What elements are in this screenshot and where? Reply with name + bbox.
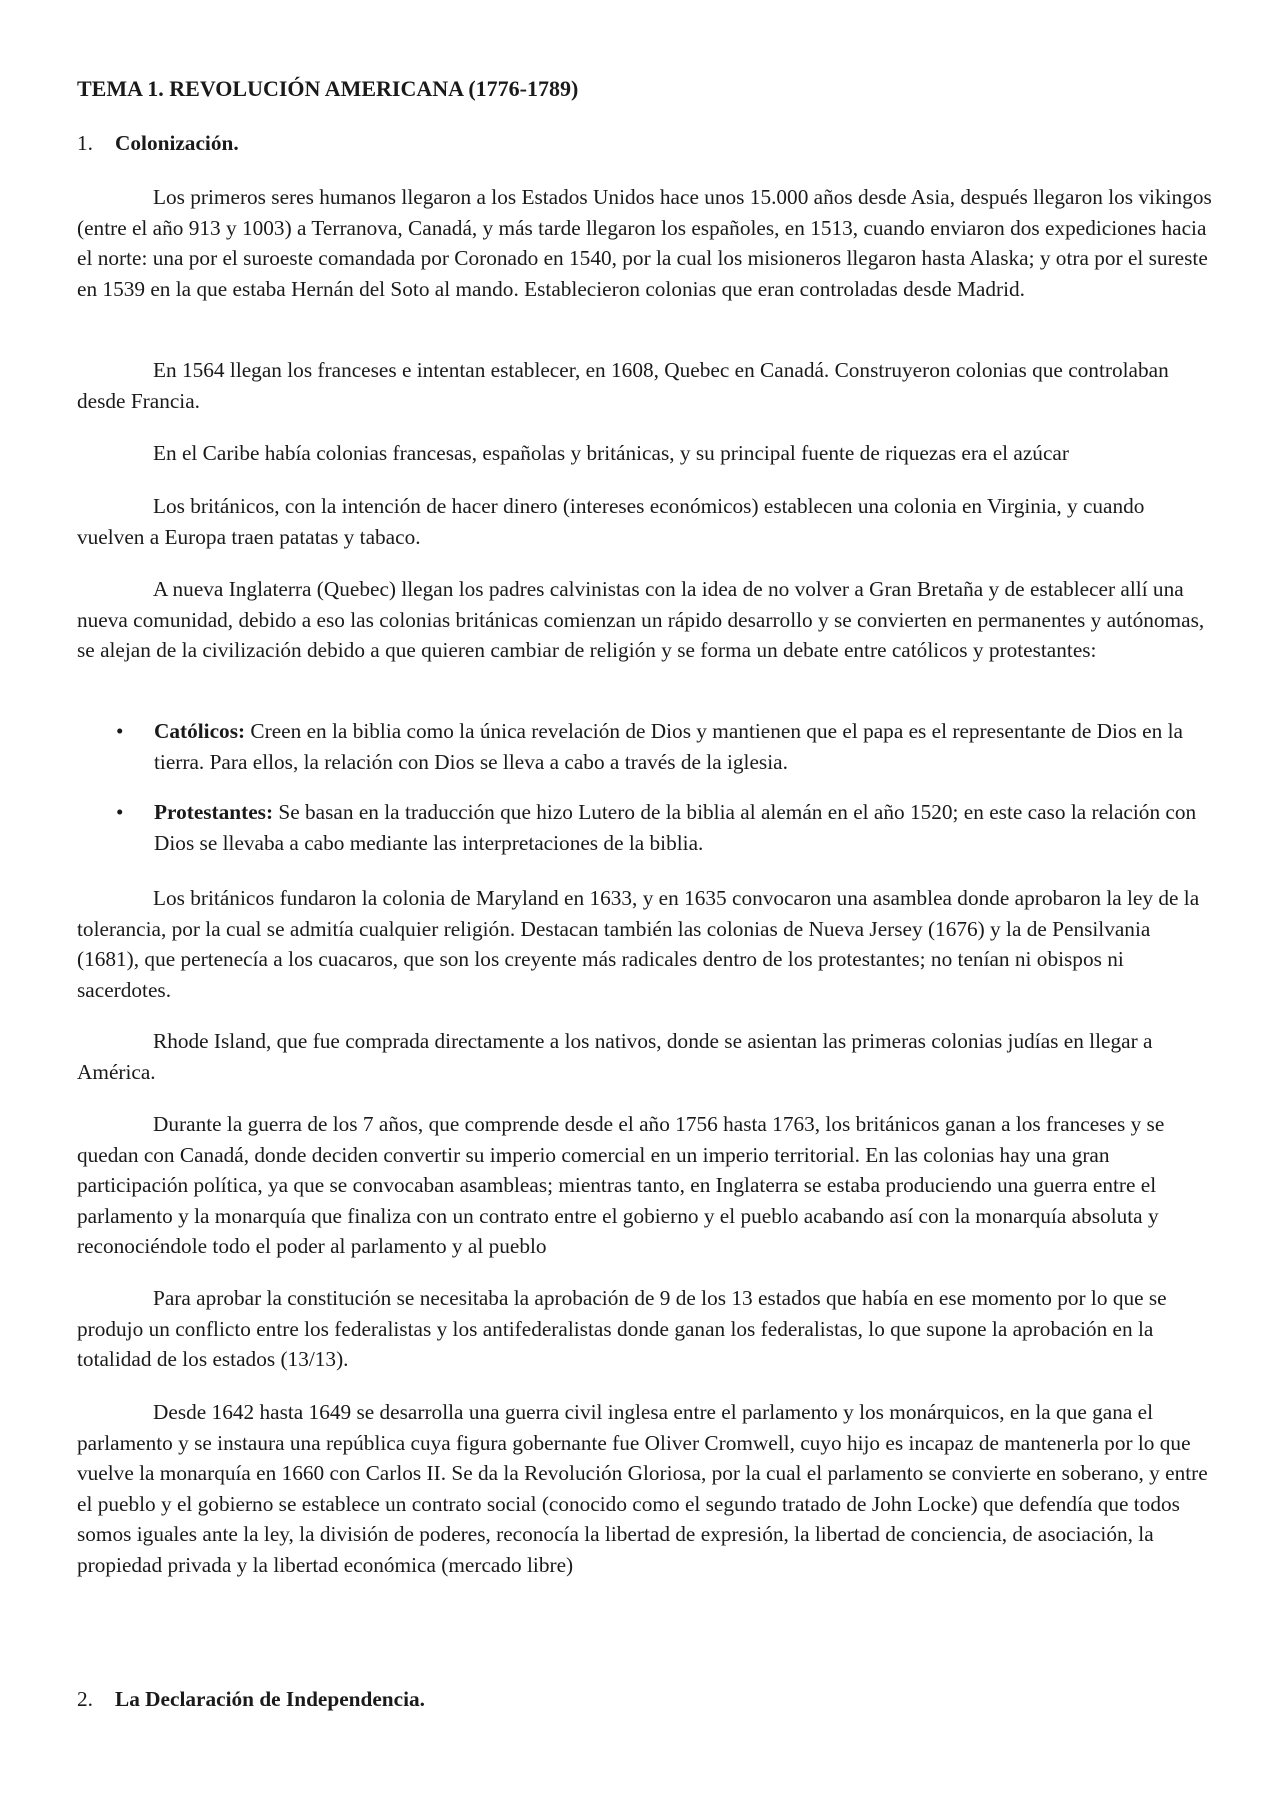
section-heading-declaracion	[77, 1684, 425, 1715]
list-item	[116, 716, 1212, 777]
paragraph: En el Caribe había colonias francesas, españolas y británicas, y su principal fuente de riquezas era el azúcar	[153, 441, 1069, 465]
bullet-text: Creen en la biblia como la única revelación de Dios y mantienen que el papa es el representante de Dios en la tierra. Para ellos, la relación con Dios se lleva a cabo a través de la iglesia.	[154, 719, 1183, 774]
document-title: TEMA 1. REVOLUCIÓN AMERICANA (1776-1789)	[77, 76, 579, 101]
paragraph: Los británicos, con la intención de hacer dinero (intereses económicos) establecen una colonia en Virginia, y cuando vuelven a Europa traen patatas y tabaco.	[77, 494, 1145, 549]
bullet-term: Protestantes:	[154, 800, 274, 824]
section-title: Colonización.	[115, 131, 239, 155]
section-number: 1.	[77, 131, 93, 155]
paragraph: Los británicos fundaron la colonia de Maryland en 1633, y en 1635 convocaron una asamblea donde aprobaron la ley de la tolerancia, por la cual se admitía cualquier religión. Destacan también las colonias de Nueva Jersey (1676) y la de Pensilvania (1681), que pertenecía a los cuacaros, que son los creyente más radicales dentro de los protestantes; no tenían ni obispos ni sacerdotes.	[77, 886, 1200, 1002]
paragraph: Durante la guerra de los 7 años, que comprende desde el año 1756 hasta 1763, los británicos ganan a los franceses y se quedan con Canadá, donde deciden convertir su imperio comercial en un imperio territorial. En las colonias hay una gran participación política, ya que se convocaban asambleas; mientras tanto, en Inglaterra se estaba produciendo una guerra entre el parlamento y la monarquía que finaliza con un contrato entre el gobierno y el pueblo acabando así con la monarquía absoluta y reconociéndole todo el poder al parlamento y al pueblo	[77, 1112, 1165, 1258]
section-number: 2.	[77, 1687, 93, 1711]
section-heading-colonizacion	[77, 128, 239, 159]
paragraph: En 1564 llegan los franceses e intentan establecer, en 1608, Quebec en Canadá. Construyeron colonias que controlaban desde Francia.	[77, 358, 1169, 413]
bullet-text: Se basan en la traducción que hizo Lutero de la biblia al alemán en el año 1520; en este caso la relación con Dios se llevaba a cabo mediante las interpretaciones de la biblia.	[154, 800, 1197, 855]
paragraph: Rhode Island, que fue comprada directamente a los nativos, donde se asientan las primeras colonias judías en llegar a América.	[77, 1029, 1153, 1084]
paragraph: Para aprobar la constitución se necesitaba la aprobación de 9 de los 13 estados que había en ese momento por lo que se produjo un conflicto entre los federalistas y los antifederalistas donde ganan los federalistas, lo que supone la aprobación en la totalidad de los estados (13/13).	[77, 1286, 1167, 1371]
bullet-marker: •	[116, 800, 124, 824]
section-title: La Declaración de Independencia.	[115, 1687, 425, 1711]
bullet-marker: •	[116, 719, 124, 743]
list-item	[116, 797, 1212, 858]
bullet-term: Católicos:	[154, 719, 246, 743]
paragraph: Los primeros seres humanos llegaron a los Estados Unidos hace unos 15.000 años desde Asia, después llegaron los vikingos (entre el año 913 y 1003) a Terranova, Canadá, y más tarde llegaron los españoles, en 1513, cuando enviaron dos expediciones hacia el norte: una por el suroeste comandada por Coronado en 1540, por la cual los misioneros llegaron hasta Alaska; y otra por el sureste en 1539 en la que estaba Hernán del Soto al mando. Establecieron colonias que eran controladas desde Madrid.	[77, 185, 1212, 301]
paragraph: A nueva Inglaterra (Quebec) llegan los padres calvinistas con la idea de no volver a Gran Bretaña y de establecer allí una nueva comunidad, debido a eso las colonias británicas comienzan un rápido desarrollo y se convierten en permanentes y autónomas, se alejan de la civilización debido a que quieren cambiar de religión y se forma un debate entre católicos y protestantes:	[77, 577, 1205, 662]
paragraph: Desde 1642 hasta 1649 se desarrolla una guerra civil inglesa entre el parlamento y los monárquicos, en la que gana el parlamento y se instaura una república cuya figura gobernante fue Oliver Cromwell, cuyo hijo es incapaz de mantenerla por lo que vuelve la monarquía en 1660 con Carlos II. Se da la Revolución Gloriosa, por la cual el parlamento se convierte en soberano, y entre el pueblo y el gobierno se establece un contrato social (conocido como el segundo tratado de John Locke) que defendía que todos somos iguales ante la ley, la división de poderes, reconocía la libertad de expresión, la libertad de conciencia, de asociación, la propiedad privada y la libertad económica (mercado libre)	[77, 1400, 1208, 1577]
